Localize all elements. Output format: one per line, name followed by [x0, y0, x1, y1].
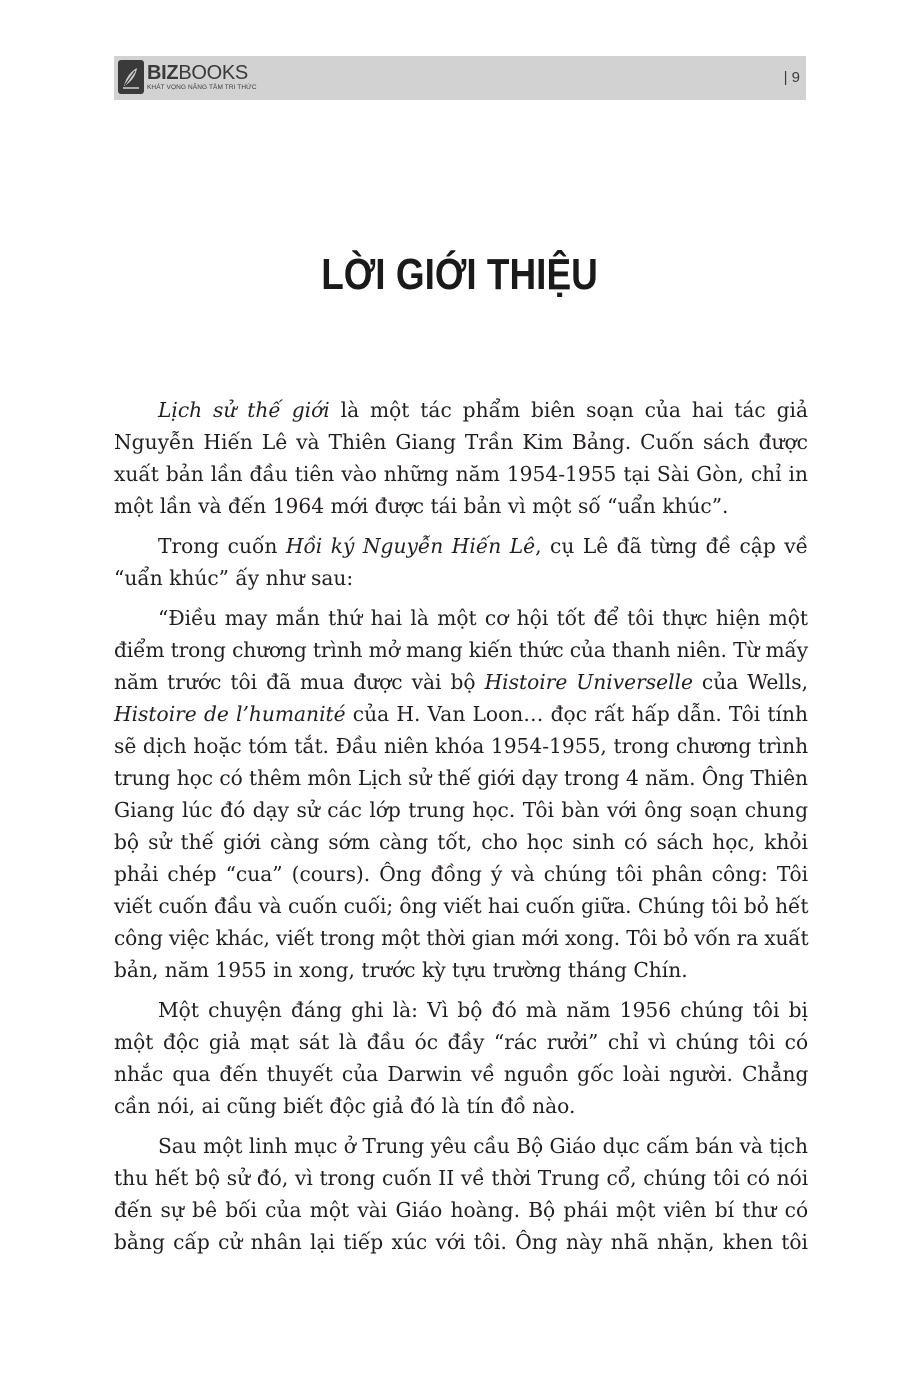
logo-wordmark: BIZBOOKS: [147, 62, 248, 84]
paragraph-3: [114, 602, 808, 986]
text-line: Giang lúc đó dạy sử các lớp trung học. Tôi bàn với ông soạn chung: [114, 798, 808, 822]
text-line: thu hết bộ sử đó, vì trong cuốn II về thời Trung cổ, chúng tôi có nói: [114, 1166, 809, 1190]
text-line: Histoire de l’humanité của H. Van Loon… đọc rất hấp dẫn. Tôi tính: [114, 702, 808, 726]
book-leaf-icon: [118, 60, 144, 94]
text-line: công việc khác, viết trong một thời gian mới xong. Tôi bỏ vốn ra xuất: [114, 926, 809, 950]
text-line: bằng cấp cử nhân lại tiếp xúc với tôi. Ông này nhã nhặn, khen tôi: [114, 1230, 808, 1254]
bizbooks-logo: [118, 60, 257, 96]
text-line: nhắc qua đến thuyết của Darwin về nguồn gốc loài người. Chẳng: [114, 1062, 809, 1086]
text-line: phải chép “cua” (cours). Ông đồng ý và chúng tôi phân công: Tôi: [114, 862, 809, 886]
text-line: Nguyễn Hiến Lê và Thiên Giang Trần Kim Bảng. Cuốn sách được: [114, 430, 808, 454]
paragraph-5: [114, 1130, 808, 1258]
text-line: “uẩn khúc” ấy như sau:: [114, 566, 354, 590]
text-line: viết cuốn đầu và cuốn cuối; ông viết hai cuốn giữa. Chúng tôi bỏ hết: [114, 894, 809, 918]
text-line: một độc giả mạt sát là đầu óc đầy “rác rưởi” chỉ vì chúng tôi có: [114, 1030, 809, 1054]
text-line: cần nói, ai cũng biết độc giả đó là tín đồ nào.: [114, 1094, 576, 1118]
text-line: đến sự bê bối của một vài Giáo hoàng. Bộ phái một viên bí thư có: [114, 1198, 809, 1222]
text-line: Trong cuốn Hồi ký Nguyễn Hiến Lê, cụ Lê đã từng đề cập về: [158, 534, 809, 558]
page-number: | 9: [783, 69, 800, 86]
chapter-title: LỜI GIỚI THIỆU: [321, 250, 598, 299]
text-line: bộ sử thế giới càng sớm càng tốt, cho học sinh có sách học, khỏi: [114, 830, 808, 854]
text-line: trung học có thêm môn Lịch sử thế giới dạy trong 4 năm. Ông Thiên: [114, 766, 808, 790]
text-line: Sau một linh mục ở Trung yêu cầu Bộ Giáo dục cấm bán và tịch: [158, 1134, 808, 1158]
body-text: [114, 394, 808, 1258]
header-bar: [114, 56, 806, 100]
text-line: sẽ dịch hoặc tóm tắt. Đầu niên khóa 1954-1955, trong chương trình: [114, 734, 809, 758]
paragraph-2: [114, 530, 808, 594]
logo-tagline: KHÁT VỌNG NÂNG TẦM TRI THỨC: [147, 84, 257, 91]
paragraph-1: [114, 394, 808, 522]
text-line: điểm trong chương trình mở mang kiến thức của thanh niên. Từ mấy: [114, 638, 809, 662]
text-line: Một chuyện đáng ghi là: Vì bộ đó mà năm 1956 chúng tôi bị: [158, 998, 808, 1022]
text-line: bản, năm 1955 in xong, trước kỳ tựu trường tháng Chín.: [114, 958, 688, 982]
text-line: năm trước tôi đã mua được vài bộ Histoire Universelle của Wells,: [114, 670, 809, 694]
text-line: một lần và đến 1964 mới được tái bản vì một số “uẩn khúc”.: [114, 494, 729, 518]
paragraph-4: [114, 994, 808, 1122]
text-line: Lịch sử thế giới là một tác phẩm biên soạn của hai tác giả: [158, 398, 808, 422]
text-line: “Điều may mắn thứ hai là một cơ hội tốt để tôi thực hiện một: [158, 606, 808, 630]
text-line: xuất bản lần đầu tiên vào những năm 1954-1955 tại Sài Gòn, chỉ in: [114, 462, 809, 486]
